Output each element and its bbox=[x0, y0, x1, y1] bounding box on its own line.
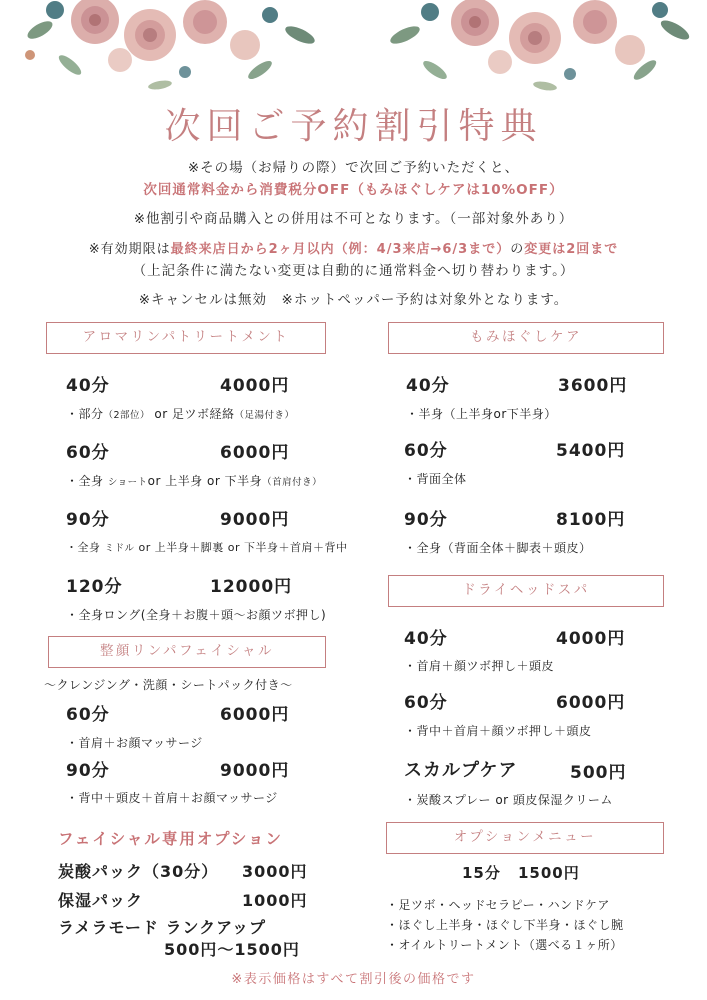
validity-period: 最終来店日から2ヶ月以内（例：4/3来店→6/3まで） bbox=[170, 242, 511, 257]
headspa-60-price: 6000円 bbox=[556, 693, 626, 713]
facial-header: 整顔リンパフェイシャル bbox=[48, 636, 326, 668]
momi-header: もみほぐしケア bbox=[388, 322, 664, 354]
headspa-40-price: 4000円 bbox=[556, 629, 626, 649]
facial-60-price: 6000円 bbox=[220, 705, 290, 725]
option-lamellar-rankup: ラメラモード ランクアップ bbox=[58, 918, 267, 937]
facial-90-time: 90分 bbox=[66, 761, 110, 781]
momi-40-desc: ・半身（上半身or下半身） bbox=[406, 407, 557, 421]
aroma-60-desc: ・全身 ショートor 上半身 or 下半身（首肩付き） bbox=[66, 474, 323, 488]
momi-90-time: 90分 bbox=[404, 510, 448, 530]
validity-connector: の bbox=[510, 242, 525, 257]
aroma-40-price: 4000円 bbox=[220, 376, 290, 396]
floral-decoration-left bbox=[0, 0, 330, 100]
facial-60-desc: ・首肩＋お顔マッサージ bbox=[66, 736, 203, 750]
option-menu-header: オプションメニュー bbox=[386, 822, 664, 854]
option-menu-time: 15分 bbox=[462, 864, 501, 882]
aroma-90-time: 90分 bbox=[66, 510, 110, 530]
option-carbonic-pack: 炭酸パック（30分） bbox=[58, 862, 219, 881]
headspa-scalp-care-desc: ・炭酸スプレー or 頭皮保湿クリーム bbox=[404, 793, 613, 807]
page-title: 次回ご予約割引特典 bbox=[164, 106, 543, 147]
aroma-90-desc: ・全身 ミドル or 上半身＋脚裏 or 下半身＋首肩＋背中 bbox=[66, 541, 348, 554]
headspa-60-time: 60分 bbox=[404, 693, 448, 713]
aroma-120-time: 120分 bbox=[66, 577, 123, 597]
momi-90-price: 8100円 bbox=[556, 510, 626, 530]
intro-line-2: 次回通常料金から消費税分OFF（もみほぐしケアは10%OFF） bbox=[143, 182, 564, 198]
floral-decoration-right bbox=[375, 0, 705, 100]
change-limit: 変更は2回まで bbox=[524, 242, 619, 257]
option-menu-price: 1500円 bbox=[518, 864, 580, 882]
facial-sub: 〜クレンジング・洗顔・シートパック付き〜 bbox=[44, 678, 293, 692]
validity-prefix: ※有効期限は bbox=[88, 242, 171, 257]
headspa-40-time: 40分 bbox=[404, 629, 448, 649]
aroma-40-desc: ・部分（2部位） or 足ツボ経絡（足湯付き） bbox=[66, 407, 295, 421]
headspa-60-desc: ・背中＋首肩＋顔ツボ押し＋頭皮 bbox=[404, 724, 592, 738]
aroma-header: アロマリンパトリートメント bbox=[46, 322, 326, 354]
aroma-90-price: 9000円 bbox=[220, 510, 290, 530]
intro-line-3: ※他割引や商品購入との併用は不可となります。（一部対象外あり） bbox=[133, 211, 574, 227]
momi-60-price: 5400円 bbox=[556, 441, 626, 461]
facial-option-title: フェイシャル専用オプション bbox=[58, 830, 284, 848]
aroma-60-price: 6000円 bbox=[220, 443, 290, 463]
option-menu-item-1: ・足ツボ・ヘッドセラピー・ハンドケア bbox=[386, 898, 610, 912]
intro-line-6: ※キャンセルは無効 ※ホットペッパー予約は対象外となります。 bbox=[138, 292, 569, 308]
headspa-header: ドライヘッドスパ bbox=[388, 575, 664, 607]
option-carbonic-pack-price: 3000円 bbox=[242, 862, 308, 881]
intro-line-4 bbox=[0, 238, 707, 257]
facial-60-time: 60分 bbox=[66, 705, 110, 725]
headspa-40-desc: ・首肩＋顔ツボ押し＋頭皮 bbox=[404, 659, 555, 673]
headspa-scalp-care: スカルプケア bbox=[404, 760, 518, 781]
momi-60-time: 60分 bbox=[404, 441, 448, 461]
momi-40-time: 40分 bbox=[406, 376, 450, 396]
option-moisture-pack-price: 1000円 bbox=[242, 891, 308, 910]
option-menu-item-3: ・オイルトリートメント（選べる１ヶ所） bbox=[386, 938, 623, 952]
aroma-120-price: 12000円 bbox=[210, 577, 293, 597]
momi-40-price: 3600円 bbox=[558, 376, 628, 396]
intro-line-1: ※その場（お帰りの際）で次回ご予約いただくと、 bbox=[187, 160, 520, 176]
option-moisture-pack: 保湿パック bbox=[58, 891, 144, 910]
momi-60-desc: ・背面全体 bbox=[404, 472, 467, 486]
intro-line-5: （上記条件に満たない変更は自動的に通常料金へ切り替わります。） bbox=[132, 263, 575, 279]
aroma-120-desc: ・全身ロング(全身＋お腹＋頭〜お顔ツボ押し) bbox=[66, 608, 327, 622]
aroma-40-time: 40分 bbox=[66, 376, 110, 396]
facial-90-desc: ・背中＋頭皮＋首肩＋お顔マッサージ bbox=[66, 791, 278, 805]
option-lamellar-rankup-price: 500円〜1500円 bbox=[164, 940, 300, 959]
footer-note: ※表示価格はすべて割引後の価格です bbox=[231, 972, 476, 987]
headspa-scalp-care-price: 500円 bbox=[570, 763, 627, 783]
momi-90-desc: ・全身（背面全体＋脚表＋頭皮） bbox=[404, 541, 592, 555]
facial-90-price: 9000円 bbox=[220, 761, 290, 781]
option-menu-item-2: ・ほぐし上半身・ほぐし下半身・ほぐし腕 bbox=[386, 918, 624, 932]
aroma-60-time: 60分 bbox=[66, 443, 110, 463]
